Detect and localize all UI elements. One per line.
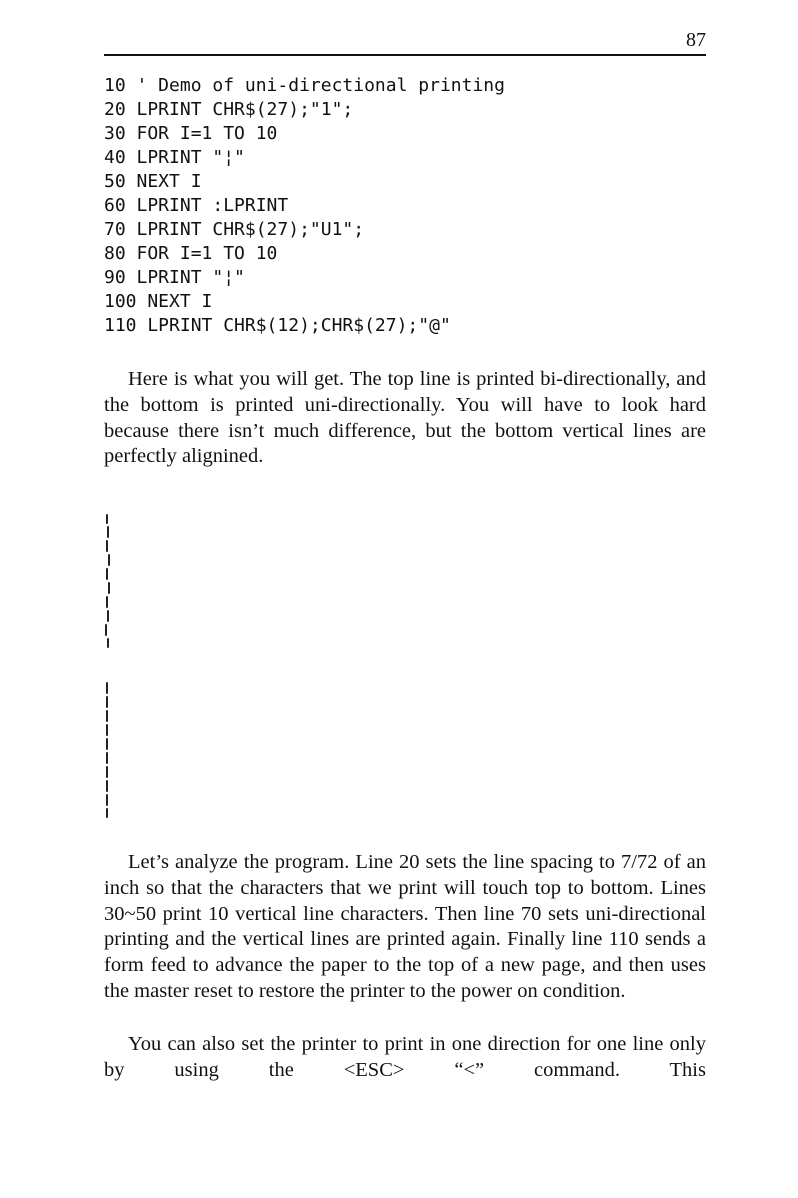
intro-paragraph: Here is what you will get. The top line is printed bi-directionally, and the bottom is printed uni-directionally. You will have to look hard because there isn’t much difference, but the bottom vertical lines are perfectly alignined.	[104, 368, 706, 468]
printout-segment	[108, 554, 110, 566]
code-line: 70 LPRINT CHR$(27);"U1";	[104, 219, 365, 240]
printout-segment	[106, 514, 108, 524]
printout-segment	[106, 710, 108, 722]
code-line: 80 FOR I=1 TO 10	[104, 243, 278, 264]
analysis-paragraph: Let’s analyze the program. Line 20 sets the line spacing to 7/72 of an inch so that the characters that we print will touch top to bottom. Lines 30~50 print 10 vertical line characters. Then line 70 sets uni-directional printing and the vertical lines are printed again. Finally line 110 sends a form feed to advance the paper to the top of a new page, and then uses the master reset to restore the printer to the power on condition.	[104, 851, 706, 1002]
bidirectional-printout	[104, 510, 134, 650]
printout-segment	[106, 596, 108, 608]
printout-segment	[107, 610, 109, 622]
continuation-text: You can also set the printer to print in one direction for one line only by using the <ESC> “<” command. This	[104, 1033, 706, 1081]
continuation-paragraph	[104, 1032, 706, 1084]
code-line: 40 LPRINT "¦"	[104, 147, 245, 168]
printout-segment	[106, 738, 108, 750]
printout-segment	[106, 724, 108, 736]
code-line: 110 LPRINT CHR$(12);CHR$(27);"@"	[104, 315, 451, 336]
printout-segment	[106, 696, 108, 708]
printout-segment	[107, 526, 109, 538]
code-line: 30 FOR I=1 TO 10	[104, 123, 278, 144]
code-line: 90 LPRINT "¦"	[104, 267, 245, 288]
page-number: 87	[686, 29, 706, 51]
printout-segment	[106, 794, 108, 806]
code-listing	[104, 74, 505, 338]
code-line: 60 LPRINT :LPRINT	[104, 195, 289, 216]
code-line: 50 NEXT I	[104, 171, 202, 192]
printout-segment	[107, 638, 109, 648]
code-line: 100 NEXT I	[104, 291, 213, 312]
printout-segment	[106, 682, 108, 694]
printout-segment	[108, 582, 110, 594]
printout-segment	[106, 766, 108, 778]
printout-segment	[106, 808, 108, 818]
unidirectional-printout	[104, 678, 134, 820]
code-line: 20 LPRINT CHR$(27);"1";	[104, 99, 354, 120]
code-line: 10 ' Demo of uni-directional printing	[104, 75, 505, 96]
printout-segment	[106, 540, 108, 552]
printout-segment	[106, 752, 108, 764]
header-rule	[104, 54, 706, 56]
printout-segment	[105, 624, 107, 636]
printout-segment	[106, 568, 108, 580]
printout-segment	[106, 780, 108, 792]
